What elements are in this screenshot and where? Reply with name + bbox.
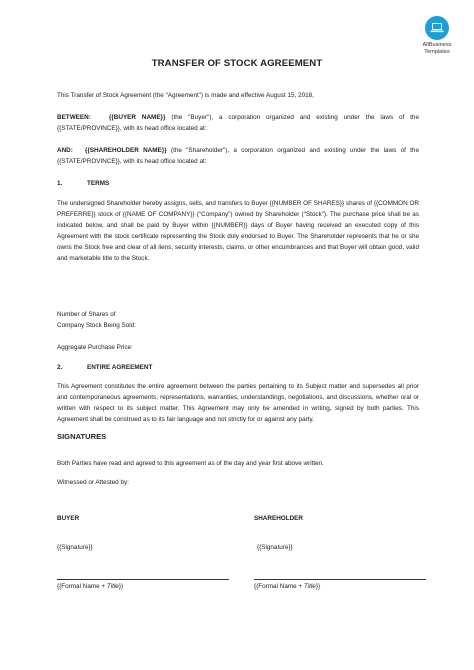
price-label: Aggregate Purchase Price: bbox=[57, 344, 133, 351]
shareholder-formal-suffix: }} bbox=[315, 583, 321, 590]
section-2-number: 2. bbox=[57, 364, 63, 371]
buyer-signature-placeholder: {{Signature}} bbox=[57, 544, 93, 551]
shares-label-line1: Number of Shares of bbox=[57, 311, 116, 318]
and-paragraph bbox=[57, 145, 419, 167]
buyer-formal-name bbox=[57, 583, 123, 590]
between-text: (the "Buyer"), a corporation organized and existing under the laws of the {{STATE/PROVINCE}}, with its head office located at: bbox=[57, 114, 419, 132]
buyer-formal-title: Title bbox=[106, 583, 119, 590]
brand-logo bbox=[412, 16, 462, 56]
agreement-statement: Both Parties have read and agreed to this agreement as of the day and year first above written. bbox=[57, 460, 324, 467]
buyer-formal-prefix: {{Formal Name + bbox=[57, 583, 107, 590]
buyer-signature-line bbox=[57, 579, 229, 580]
shareholder-name-placeholder: {{SHAREHOLDER NAME}} bbox=[84, 147, 167, 154]
buyer-label: BUYER bbox=[57, 515, 80, 522]
section-2-heading bbox=[57, 364, 152, 371]
and-label: AND: bbox=[57, 147, 73, 154]
logo-text-line1: AllBusiness bbox=[422, 42, 452, 48]
buyer-formal-suffix: }} bbox=[118, 583, 124, 590]
section-1-title: TERMS bbox=[87, 180, 110, 187]
section-2-title: ENTIRE AGREEMENT bbox=[87, 364, 153, 371]
shareholder-label: SHAREHOLDER bbox=[254, 515, 303, 522]
laptop-icon bbox=[425, 16, 449, 40]
signatures-heading: SIGNATURES bbox=[57, 432, 107, 441]
buyer-name-placeholder: {{BUYER NAME}} bbox=[108, 114, 166, 121]
and-text: (the "Shareholder"), a corporation organized and existing under the laws of the {{STATE/PROVINCE}}, with its head office located at: bbox=[57, 147, 419, 165]
shareholder-formal-title: Title bbox=[303, 583, 316, 590]
between-label: BETWEEN: bbox=[57, 114, 91, 121]
intro-paragraph: This Transfer of Stock Agreement (the “Agreement”) is made and effective August 15, 2018, bbox=[57, 92, 314, 99]
shareholder-signature-line bbox=[254, 579, 426, 580]
shareholder-signature-placeholder: {{Signature}} bbox=[257, 544, 293, 551]
section-1-heading bbox=[57, 180, 109, 187]
entire-agreement-paragraph: This Agreement constitutes the entire agreement between the parties pertaining to its Subject matter and supersedes all prior and contemporaneous agreements, representations, warranties, understandings, negotiations, and discussions, whether oral or written with respect to its subject matter. This Agreement may only be amended in writing, signed by both parties. This Agreement shall be construed as to its fair language and not strictly for or against any party. bbox=[57, 383, 419, 423]
document-title: TRANSFER OF STOCK AGREEMENT bbox=[151, 58, 323, 69]
shares-label-line2: Company Stock Being Sold: bbox=[57, 322, 136, 329]
shareholder-formal-name bbox=[254, 583, 320, 590]
section-1-number: 1. bbox=[57, 180, 63, 187]
witnessed-label: Witnessed or Attested by: bbox=[57, 479, 129, 486]
logo-text-line2: Templates bbox=[424, 49, 450, 55]
terms-paragraph: The undersigned Shareholder hereby assigns, sells, and transfers to Buyer {{NUMBER OF SHARES}} shares of {{COMMON OR PREFERRE}} stock of {{NAME OF COMPANY}} (“Company”) owned by Shareholder (“Stock”). The purchase price shall be as indicated below, and shall be paid by Buyer within {{NUMBER}} days of Buyer having received an executed copy of this Agreement with the stock certificate representing the Stock duly endorsed to Buyer. The Shareholder represents that he or she owns the Stock free and clear of all liens, security interests, claims, or other encumbrances and that Buyer will obtain good, valid and marketable title to the Stock. bbox=[57, 200, 419, 262]
between-paragraph bbox=[57, 112, 419, 134]
shareholder-formal-prefix: {{Formal Name + bbox=[254, 583, 304, 590]
